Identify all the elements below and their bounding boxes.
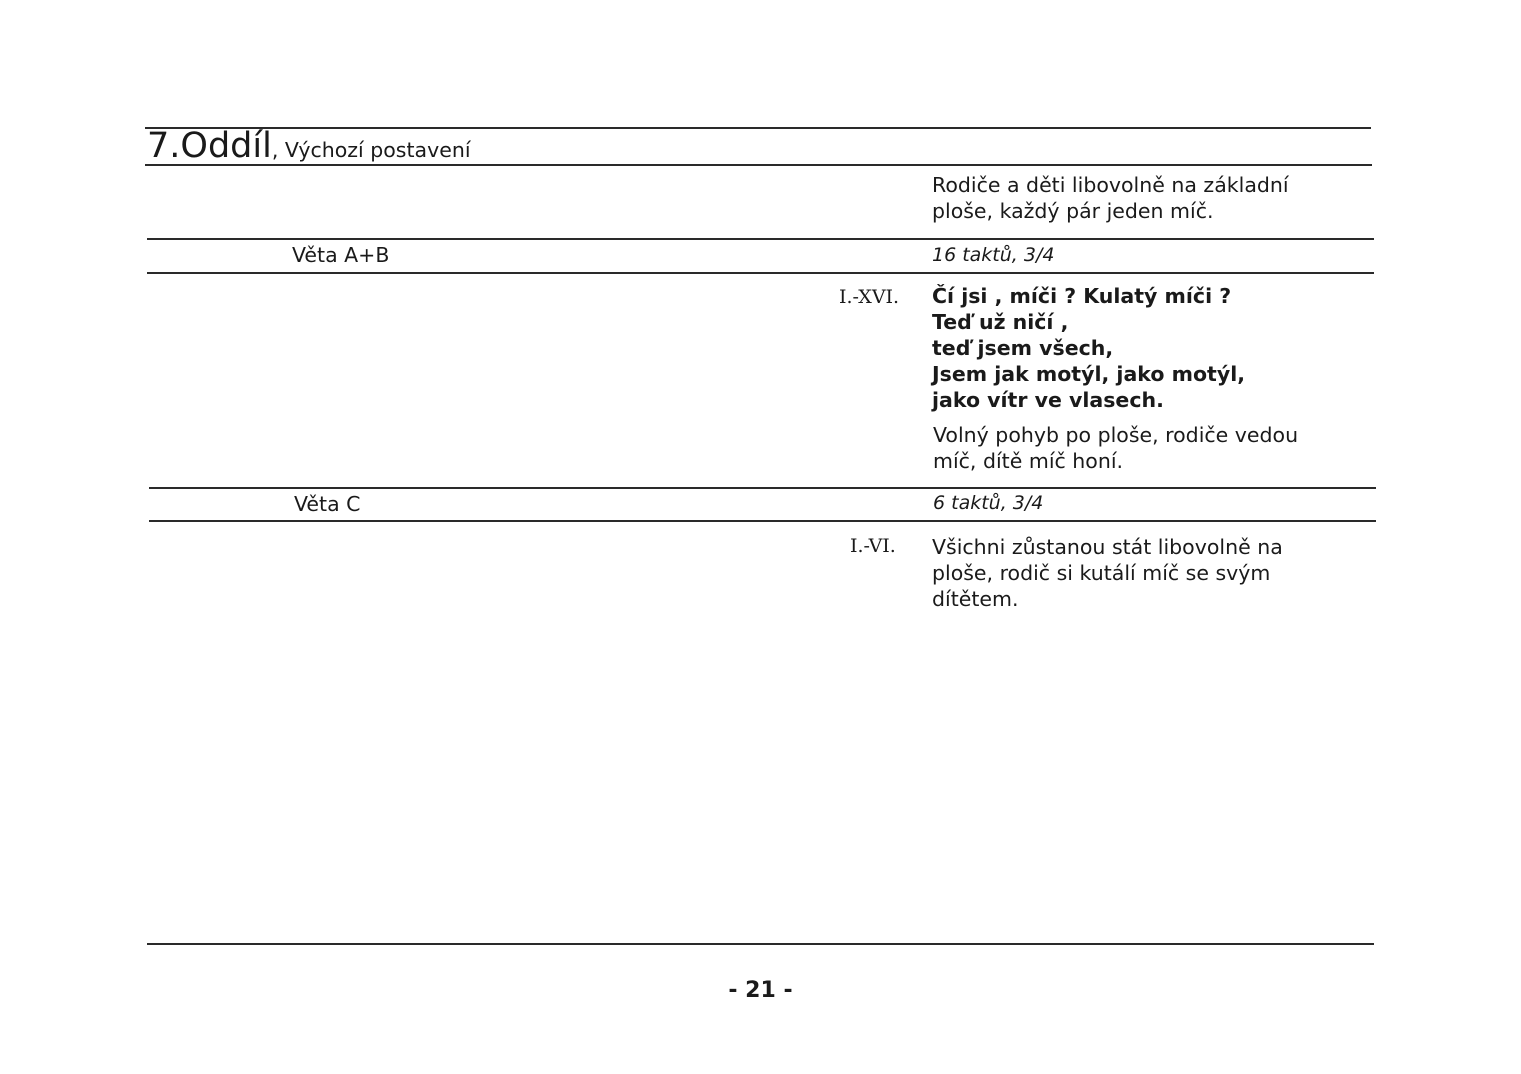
part-c-label: Věta C (294, 492, 361, 516)
lyric-line: Teď už ničí , (932, 310, 1069, 334)
lyric-line: Čí jsi , míči ? Kulatý míči ? (932, 284, 1232, 308)
heading-bottom-rule (145, 164, 1372, 166)
part-c-bars: I.-VI. (850, 535, 896, 557)
section-subtitle: , Výchozí postavení (271, 138, 471, 162)
initial-position-line-2: ploše, každý pár jeden míč. (932, 199, 1214, 223)
part-ab-bars: I.-XVI. (839, 286, 900, 308)
part-ab-description-line-2: míč, dítě míč honí. (933, 449, 1124, 473)
initial-position-line-1: Rodiče a děti libovolně na základní (932, 173, 1289, 197)
footer-rule (147, 943, 1374, 945)
part-c-description-line-3: dítětem. (932, 587, 1019, 611)
part-c-description-line-2: ploše, rodič si kutálí míč se svým (932, 561, 1271, 585)
part-c-description-line-1: Všichni zůstanou stát libovolně na (932, 535, 1283, 559)
section-title: 7.Oddíl (147, 126, 272, 166)
part-ab-description-line-1: Volný pohyb po ploše, rodiče vedou (933, 423, 1299, 447)
lyric-line: jako vítr ve vlasech. (932, 388, 1164, 412)
part-ab-label: Věta A+B (292, 243, 390, 267)
lyric-line: Jsem jak motýl, jako motýl, (932, 362, 1246, 386)
part-ab-bottom-rule (147, 272, 1374, 274)
lyric-line: teď jsem všech, (932, 336, 1114, 360)
part-c-top-rule (149, 487, 1376, 489)
part-c-bottom-rule (149, 520, 1376, 522)
part-ab-meter: 16 taktů, 3/4 (932, 244, 1055, 266)
page-number: - 21 - (728, 978, 793, 1003)
part-ab-top-rule (147, 238, 1374, 240)
part-c-meter: 6 taktů, 3/4 (933, 492, 1044, 514)
